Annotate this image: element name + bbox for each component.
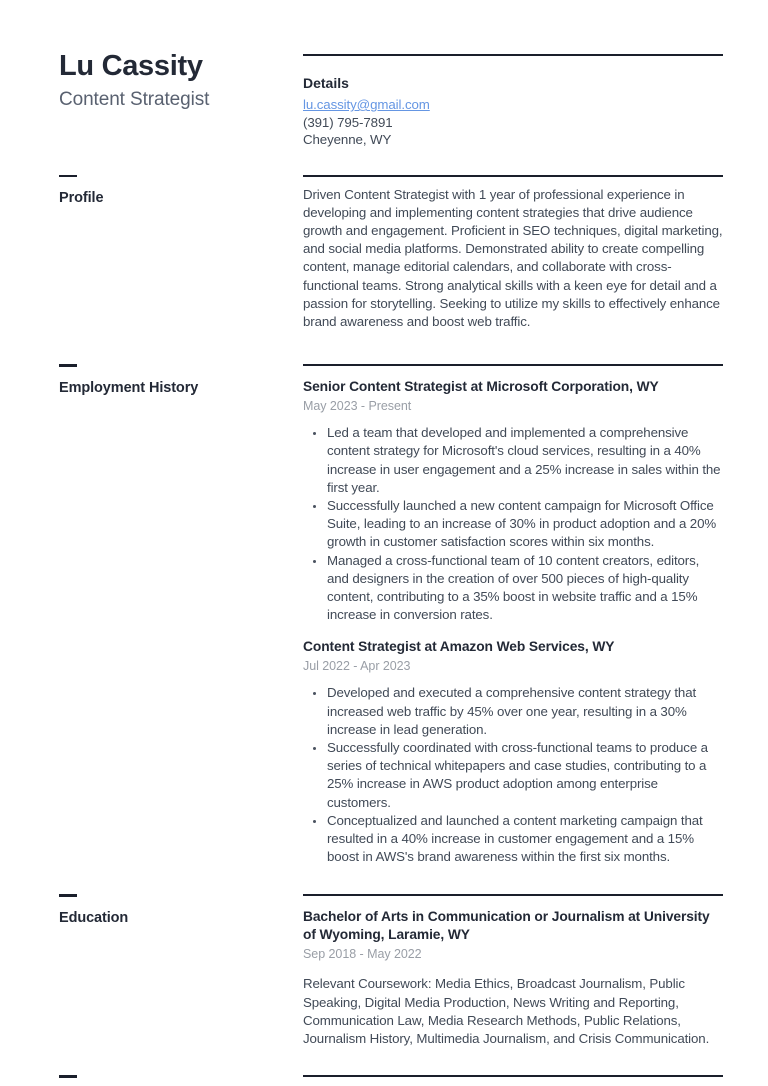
- phone-number: (391) 795-7891: [303, 114, 393, 130]
- details-heading: Details: [303, 75, 349, 91]
- job-dates: Jul 2022 - Apr 2023: [303, 659, 411, 674]
- job-dates: May 2023 - Present: [303, 399, 412, 414]
- footer-dash-block: [59, 1075, 303, 1078]
- job-bullet: • Conceptualized and launched a content marketing campaign that resulted in a 40% increase in customer engagement and a 15% boost in AWS's brand awareness within the first six months.: [326, 812, 723, 867]
- identity-block: [59, 50, 303, 149]
- education-section: [59, 894, 723, 1048]
- job-entry-amazon: [303, 638, 723, 866]
- employment-label: Employment History: [59, 379, 199, 396]
- job-title: Content Strategist at Amazon Web Services, WY: [303, 639, 615, 655]
- education-dates: Sep 2018 - May 2022: [303, 947, 422, 962]
- job-title: Senior Content Strategist at Microsoft Corporation, WY: [303, 379, 659, 395]
- details-block: [303, 56, 723, 149]
- job-bullet: • Led a team that developed and implemented a comprehensive content strategy for Microsoft's cloud services, resulting in a 40% increase in user engagement and a 25% increase in sales within the first year.: [326, 424, 723, 497]
- job-bullet: • Developed and executed a comprehensive content strategy that increased web traffic by 45% over one year, resulting in a 30% increase in lead generation.: [326, 684, 723, 739]
- profile-section: [59, 175, 723, 332]
- footer-rule-row: [59, 1075, 723, 1078]
- profile-text: Driven Content Strategist with 1 year of professional experience in developing and implementing content strategies that drive audience growth and engagement. Proficient in SEO techniques, digital marketing, and social media platforms. Demonstrated ability to create compelling content, manage editorial calendars, and collaborate with cross-functional teams. Strong analytical skills with a keen eye for detail and a passion for storytelling. Seeking to utilize my skills to effectively enhance brand awareness and boost web traffic.: [303, 186, 723, 329]
- employment-content: [303, 364, 723, 866]
- footer-rule: [303, 1075, 723, 1078]
- coursework-text: Relevant Coursework: Media Ethics, Broadcast Journalism, Public Speaking, Digital Media Production, News Writing and Reporting, Communication Law, Media Research Methods, Public Relations, Journalism History, Multimedia Journalism, and Crisis Communication.: [303, 976, 710, 1046]
- job-entry-microsoft: [303, 378, 723, 624]
- profile-label: Profile: [59, 190, 104, 206]
- job-bullet: • Managed a cross-functional team of 10 content creators, editors, and designers in the creation of over 500 pieces of high-quality content, contributing to a 35% boost in website traffic and a 15% increase in conversion rates.: [326, 552, 723, 625]
- employment-section: [59, 364, 723, 866]
- section-dash: [59, 894, 77, 897]
- degree-title: Bachelor of Arts in Communication or Journalism at University of Wyoming, Laramie, WY: [303, 909, 710, 943]
- location-text: Cheyenne, WY: [303, 132, 392, 147]
- job-bullet-list: [303, 424, 723, 624]
- job-bullet: • Successfully launched a new content campaign for Microsoft Office Suite, leading to an increase of 30% in product adoption and a 20% growth in customer satisfaction scores within six months.: [326, 497, 723, 552]
- education-label-block: [59, 894, 303, 1048]
- header-row: [59, 50, 723, 149]
- education-content: [303, 894, 723, 1048]
- job-bullet-list: [303, 684, 723, 866]
- email-row: [303, 96, 723, 114]
- section-dash: [59, 175, 77, 178]
- candidate-name: Lu Cassity: [59, 50, 203, 82]
- email-link[interactable]: lu.cassity@gmail.com: [303, 97, 430, 112]
- education-label: Education: [59, 909, 129, 926]
- details-section: [303, 54, 723, 149]
- job-bullet: • Successfully coordinated with cross-functional teams to produce a series of technical whitepapers and case studies, contributing to a 25% increase in AWS product adoption among enterprise customers.: [326, 739, 723, 812]
- candidate-title: Content Strategist: [59, 89, 210, 111]
- profile-label-block: [59, 175, 303, 332]
- section-dash: [59, 1075, 77, 1078]
- section-dash: [59, 364, 77, 367]
- profile-content: [303, 175, 723, 332]
- employment-label-block: [59, 364, 303, 866]
